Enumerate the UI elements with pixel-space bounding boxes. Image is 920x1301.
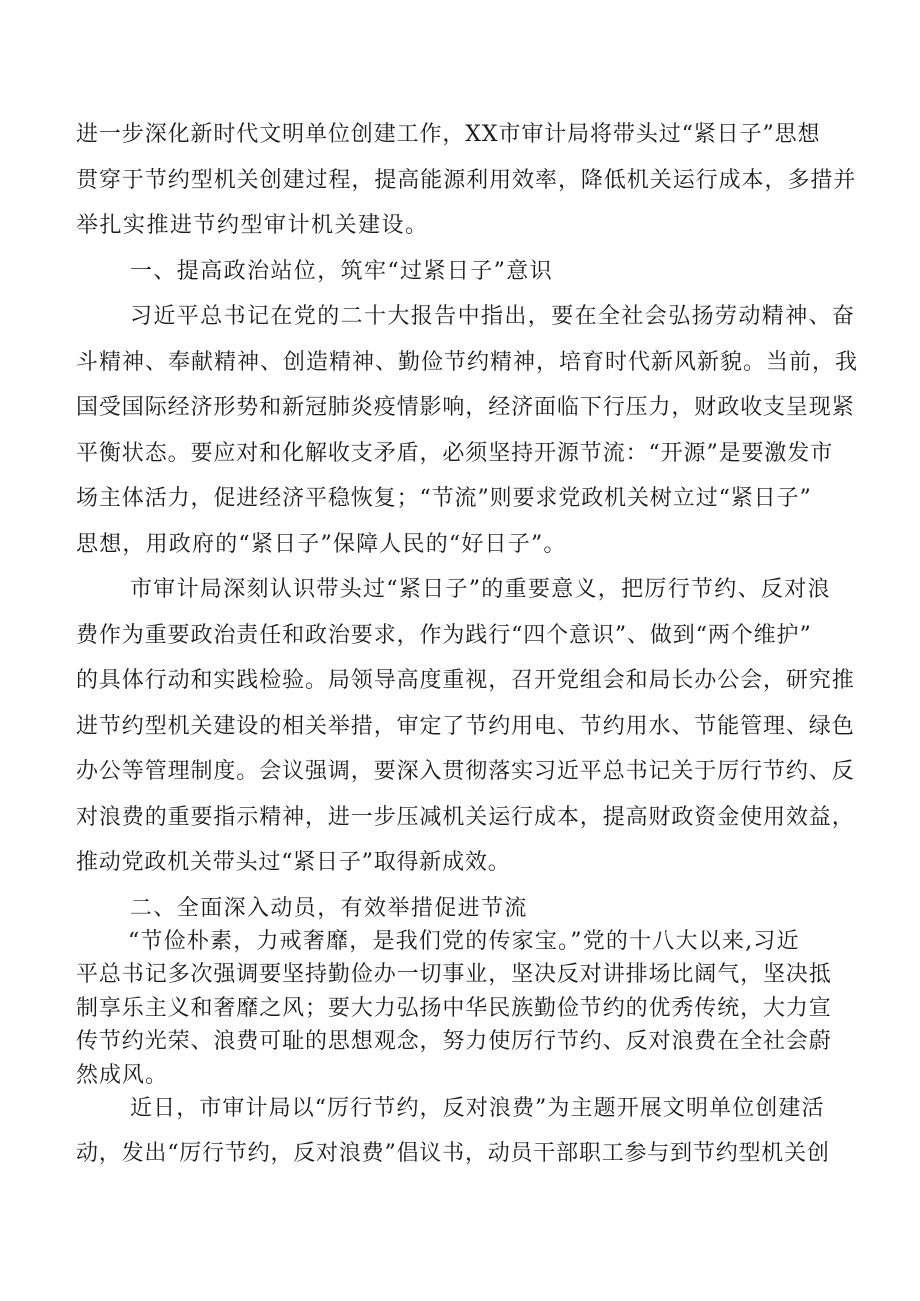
paragraph-5-line-4 [0,1059,920,1093]
paragraph-3-line-0 [0,573,920,607]
paragraph-0-line-1 [0,164,920,198]
paragraph-3-line-5 [0,801,920,835]
text-line: 推动党政机关带头过“紧日子”取得新成效。 [76,850,511,875]
paragraph-5-line-3 [0,1025,920,1059]
paragraph-2-line-3 [0,437,920,471]
text-line: 斗精神、奉献精神、创造精神、勤俭节约精神，培育时代新风新貌。当前，我 [76,350,859,375]
text-line: 费作为重要政治责任和政治要求，作为践行“四个意识”、做到“两个维护” [76,623,812,648]
text-line: 举扎实推进节约型审计机关建设。 [76,213,429,238]
text-line: 场主体活力，促进经济平稳恢复；“节流”则要求党政机关树立过“紧日子” [76,486,812,511]
text-line: 的具体行动和实践检验。局领导高度重视，召开党组会和局长办公会，研究推 [76,668,855,693]
paragraph-5-line-2 [0,992,920,1026]
text-line: 对浪费的重要指示精神，进一步压减机关运行成本，提高财政资金使用效益， [76,805,855,830]
paragraph-2-line-2 [0,391,920,425]
paragraph-5-line-0 [0,925,920,959]
paragraph-3-line-4 [0,755,920,789]
text-line: 然成风。 [76,1063,169,1088]
section-heading-text: 一、提高政治站位，筑牢“过紧日子”意识 [130,259,554,284]
paragraph-6-line-1 [0,1137,920,1171]
text-line: “节俭朴素，力戒奢靡，是我们党的传家宝。”党的十八大以来,习近 [128,929,800,954]
text-line: 办公等管理制度。会议强调，要深入贯彻落实习近平总书记关于厉行节约、反 [76,759,855,784]
text-line: 思想，用政府的“紧日子”保障人民的“好日子”。 [76,532,567,557]
paragraph-0-line-2 [0,209,920,243]
paragraph-3-line-6 [0,846,920,880]
text-line: 近日，市审计局以“厉行节约，反对浪费”为主题开展文明单位创建活 [130,1096,825,1121]
text-line: 国受国际经济形势和新冠肺炎疫情影响，经济面临下行压力，财政收支呈现紧 [76,395,855,420]
text-line: 传节约光荣、浪费可耻的思想观念，努力使厉行节约、反对浪费在全社会蔚 [76,1029,832,1054]
section-heading-1 [0,255,920,289]
section-heading-2 [0,892,920,926]
paragraph-3-line-3 [0,710,920,744]
paragraph-2-line-1 [0,346,920,380]
paragraph-5-line-1 [0,958,920,992]
text-line: 平总书记多次强调要坚持勤俭办一切事业，坚决反对讲排场比阔气，坚决抵 [76,962,832,987]
paragraph-2-line-0 [0,300,920,334]
text-line: 进节约型机关建设的相关举措，审定了节约用电、节约用水、节能管理、绿色 [76,714,855,739]
paragraph-0-line-0 [0,118,920,152]
section-heading-text: 二、全面深入动员，有效举措促进节流 [130,896,528,921]
text-line: 市审计局深刻认识带头过“紧日子”的重要意义，把厉行节约、反对浪 [130,577,831,602]
text-line: 制享乐主义和奢靡之风；要大力弘扬中华民族勤俭节约的优秀传统，大力宣 [76,996,832,1021]
text-line: 进一步深化新时代文明单位创建工作，XX市审计局将带头过“紧日子”思想 [76,122,821,147]
paragraph-3-line-1 [0,619,920,653]
paragraph-6-line-0 [0,1092,920,1126]
paragraph-2-line-5 [0,528,920,562]
text-line: 平衡状态。要应对和化解收支矛盾，必须坚持开源节流：“开源”是要激发市 [76,441,834,466]
paragraph-3-line-2 [0,664,920,698]
paragraph-2-line-4 [0,482,920,516]
text-line: 习近平总书记在党的二十大报告中指出，要在全社会弘扬劳动精神、奋 [130,304,856,329]
text-line: 贯穿于节约型机关创建过程，提高能源利用效率，降低机关运行成本，多措并 [76,168,857,193]
text-line: 动，发出“厉行节约，反对浪费”倡议书，动员干部职工参与到节约型机关创 [76,1141,830,1166]
